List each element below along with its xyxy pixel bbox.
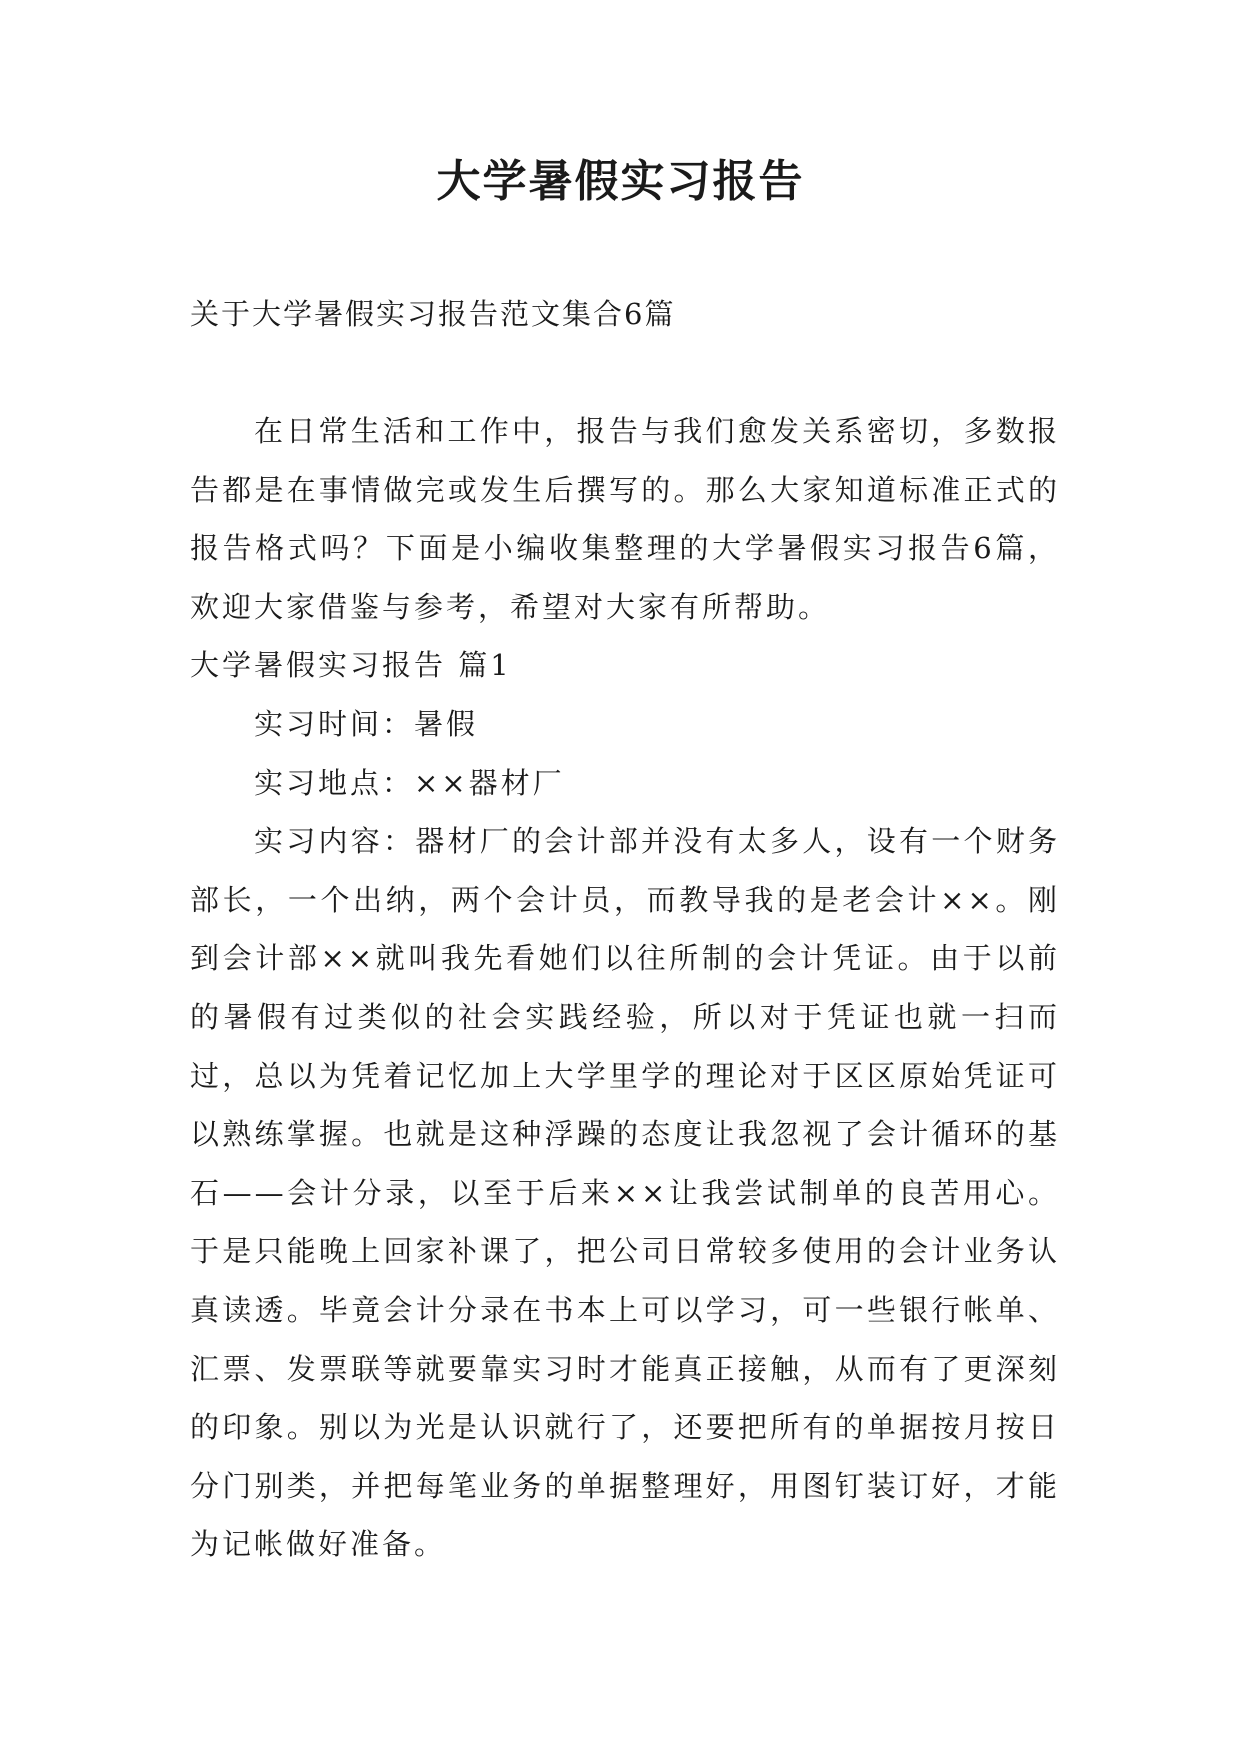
document-title: 大学暑假实习报告 [436,156,805,207]
document-body [190,402,1060,1574]
internship-place: 实习地点：××器材厂 [254,765,565,800]
document-subtitle: 关于大学暑假实习报告范文集合6篇 [190,297,676,331]
section-heading: 大学暑假实习报告 篇1 [190,648,512,683]
internship-content: 实习内容：器材厂的会计部并没有太多人，设有一个财务部长，一个出纳，两个会计员，而教导我的是老会计××。刚到会计部××就叫我先看她们以往所制的会计凭证。由于以前的暑假有过类似的社会实践经验，所以对于凭证也就一扫而过，总以为凭着记忆加上大学里学的理论对于区区原始凭证可以熟练掌握。也就是这种浮躁的态度让我忽视了会计循环的基石——会计分录，以至于后来××让我尝试制单的良苦用心。于是只能晚上回家补课了，把公司日常较多使用的会计业务认真读透。毕竟会计分录在书本上可以学习，可一些银行帐单、汇票、发票联等就要靠实习时才能真正接触，从而有了更深刻的印象。别以为光是认识就行了，还要把所有的单据按月按日分门别类，并把每笔业务的单据整理好，用图钉装订好，才能为记帐做好准备。 [190,824,1060,1562]
intro-paragraph: 在日常生活和工作中，报告与我们愈发关系密切，多数报告都是在事情做完或发生后撰写的。那么大家知道标准正式的报告格式吗？下面是小编收集整理的大学暑假实习报告6篇，欢迎大家借鉴与参考，希望对大家有所帮助。 [190,414,1060,624]
internship-time: 实习时间：暑假 [254,706,479,741]
